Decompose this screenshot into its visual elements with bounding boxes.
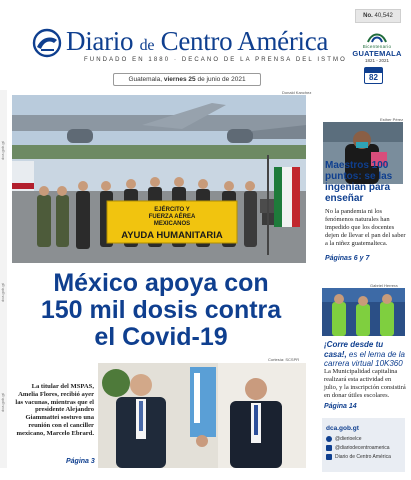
issue-number-box — [355, 9, 401, 23]
banner-line-3: MEXICANOS — [153, 221, 191, 227]
margin-label: dca.gob.gt — [0, 393, 5, 412]
page-reference-link[interactable]: Páginas 6 y 7 — [325, 255, 370, 262]
headline-line: el Covid-19 — [94, 323, 228, 351]
website-link[interactable] — [326, 423, 401, 434]
story-title-lead: ¡Corre desde tu casa!, — [324, 340, 384, 359]
brand-top-text: Bicentenario — [362, 44, 392, 49]
brand-years: 1821 - 2021 — [364, 58, 390, 63]
headline-line: 150 mil dosis contra — [40, 296, 282, 324]
photo-credit: Donald Kanchez — [282, 90, 312, 95]
banner-line-1: EJÉRCITO Y — [154, 207, 190, 213]
story-title-carrera[interactable] — [324, 340, 406, 369]
facebook-page: Diario de Centro América — [335, 453, 391, 460]
brand-name: GUATEMALA — [352, 49, 402, 58]
social-links-box — [322, 418, 405, 472]
lead-headline[interactable] — [20, 270, 302, 351]
name-part: de — [139, 37, 155, 54]
twitter-link[interactable] — [326, 434, 401, 443]
instagram-link[interactable] — [326, 443, 401, 452]
lead-photo-handshake[interactable] — [98, 363, 306, 468]
instagram-icon — [326, 445, 332, 451]
headline-line: México apoya con — [53, 269, 269, 297]
twitter-icon — [326, 436, 332, 442]
issue-label: No. — [363, 13, 373, 19]
banner-line-2: FUERZA AÉREA — [148, 214, 196, 220]
page-reference-link[interactable]: Página 14 — [324, 403, 357, 410]
story-title-rest: es el lema de la carrera virtual 10K360 — [324, 349, 405, 368]
story-body-maestros: No la pandemia ni los fenómenos naturales han impedido que los docentes dejen de llevar el pan del saber a la niñez guatemalteca. — [325, 208, 406, 247]
story-title-maestros[interactable]: Maestros 100 puntos: se las ingenian para enseñar — [325, 160, 393, 204]
facebook-icon — [326, 454, 332, 460]
tagline: FUNDADO EN 1880 · DECANO DE LA PRENSA DEL ISTMO — [84, 57, 347, 63]
photo-credit: Cortesía: SCSPR — [268, 357, 300, 362]
issue-number: 40,542 — [374, 13, 393, 19]
countdown-number: 82 — [369, 73, 378, 82]
lead-photo-airport-ceremony[interactable] — [12, 95, 306, 263]
dateline — [113, 73, 261, 86]
margin-label: dca.gob.gt — [0, 283, 5, 302]
date-prefix: Guatemala, — [128, 76, 163, 83]
newspaper-name[interactable] — [66, 26, 328, 57]
countdown-calendar-icon — [364, 67, 383, 84]
bicentenario-emblem-icon — [366, 30, 388, 44]
date-day: viernes 25 — [163, 76, 196, 83]
date-suffix: de junio de 2021 — [197, 76, 246, 83]
photo-credit: Esther Pérez — [380, 117, 404, 122]
facebook-link[interactable] — [326, 452, 401, 461]
photo-caption: La titular del MSPAS, Amelia Flores, recibió ayer las vacunas, mientras que el presidente Alejandro Giammattei sostuvo una reunión con el canciller mexicano, Marcelo Ebrard. — [15, 383, 94, 437]
photo-credit: Gabriel Herrera — [370, 283, 398, 288]
banner-main-text: AYUDA HUMANITARIA — [121, 230, 223, 241]
margin-label: dca.gob.gt — [0, 141, 5, 160]
virtual-race-photo[interactable] — [322, 288, 405, 336]
twitter-handle: @dierioelce — [335, 435, 362, 442]
newspaper-logo-icon — [32, 28, 62, 58]
name-part: Centro América — [160, 26, 329, 56]
page-reference-link[interactable]: Página 3 — [66, 458, 95, 465]
website-text: dca.gob.gt — [326, 425, 359, 432]
instagram-handle: @diariodecentroamerica — [335, 444, 390, 451]
story-body-carrera: La Municipalidad capitalina realizará esta actividad en julio, y la inscripción consistirá en donar útiles escolares. — [324, 368, 406, 399]
name-part: Diario — [66, 26, 134, 56]
